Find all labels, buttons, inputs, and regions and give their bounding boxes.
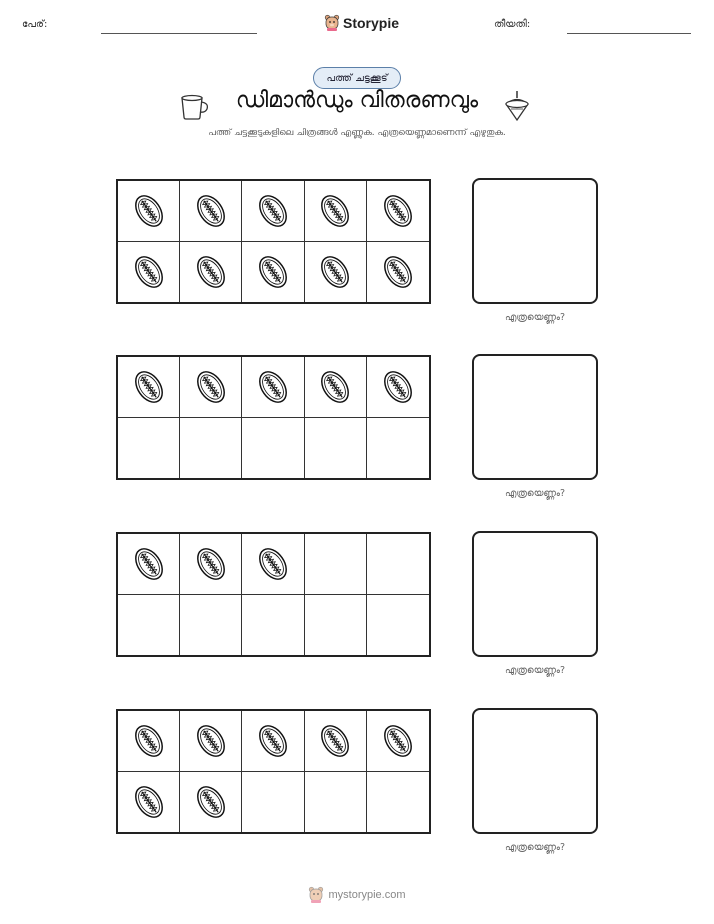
ten-frame-cell: [305, 595, 367, 656]
date-field-line[interactable]: [567, 33, 691, 34]
cowrie-shell-icon: [314, 190, 356, 232]
ten-frame-cell: [367, 595, 429, 656]
date-label: തീയതി:: [494, 19, 531, 30]
cowrie-shell-icon: [252, 543, 294, 585]
ten-frame-cell: [305, 357, 367, 418]
ten-frame-cell: [118, 242, 180, 303]
ten-frame-cell: [180, 242, 242, 303]
ten-frame-cell: [118, 711, 180, 772]
ten-frame-cell: [118, 595, 180, 656]
ten-frame-cell: [118, 418, 180, 479]
cowrie-shell-icon: [377, 366, 419, 408]
cowrie-shell-icon: [128, 720, 170, 762]
ten-frame-cell: [180, 181, 242, 242]
ten-frame-cell: [367, 711, 429, 772]
cowrie-shell-icon: [190, 366, 232, 408]
worksheet-type-badge: [313, 67, 401, 89]
ten-frame-cell: [242, 181, 304, 242]
ten-frame-cell: [367, 534, 429, 595]
storypie-bear-icon: [324, 14, 340, 32]
answer-box[interactable]: [472, 178, 598, 304]
ten-frame-cell: [242, 242, 304, 303]
ten-frame-cell: [242, 772, 304, 833]
ten-frame-cell: [367, 772, 429, 833]
cowrie-shell-icon: [252, 366, 294, 408]
ten-frame-cell: [305, 418, 367, 479]
cowrie-shell-icon: [190, 781, 232, 823]
cowrie-shell-icon: [314, 366, 356, 408]
ten-frame-cell: [180, 772, 242, 833]
spinning-top-icon: [502, 90, 532, 122]
page-title: ഡിമാൻഡും വിതരണവും: [235, 88, 479, 113]
cowrie-shell-icon: [377, 720, 419, 762]
ten-frame-cell: [242, 357, 304, 418]
ten-frame-cell: [118, 534, 180, 595]
cowrie-shell-icon: [190, 720, 232, 762]
answer-box[interactable]: [472, 531, 598, 657]
answer-box[interactable]: [472, 354, 598, 480]
ten-frame-cell: [180, 534, 242, 595]
badge-label: പത്ത് ചട്ടക്കൂട്: [326, 72, 388, 84]
ten-frame: [116, 709, 431, 834]
ten-frame-cell: [305, 711, 367, 772]
how-many-label: എത്രയെണ്ണം?: [504, 665, 566, 676]
cowrie-shell-icon: [128, 781, 170, 823]
how-many-label: എത്രയെണ്ണം?: [504, 488, 566, 499]
ten-frame-cell: [367, 242, 429, 303]
ten-frame-cell: [305, 534, 367, 595]
name-field-line[interactable]: [101, 33, 257, 34]
cowrie-shell-icon: [252, 190, 294, 232]
cowrie-shell-icon: [190, 190, 232, 232]
cowrie-shell-icon: [252, 720, 294, 762]
name-label: പേര്:: [22, 19, 48, 30]
ten-frame-cell: [180, 357, 242, 418]
cowrie-shell-icon: [128, 251, 170, 293]
footer: [0, 886, 714, 904]
ten-frame-cell: [118, 357, 180, 418]
cowrie-shell-icon: [314, 251, 356, 293]
ten-frame: [116, 532, 431, 657]
footer-url: mystorypie.com: [328, 889, 406, 901]
ten-frame-cell: [118, 181, 180, 242]
ten-frame-cell: [242, 711, 304, 772]
instructions: പത്ത് ചട്ടക്കൂടുകളിലെ ചിത്രങ്ങൾ എണ്ണുക. എത്രയെണ്ണമാണെന്ന് എഴുതുക.: [208, 128, 506, 138]
ten-frame-cell: [180, 418, 242, 479]
ten-frame: [116, 179, 431, 304]
ten-frame-cell: [305, 242, 367, 303]
cowrie-shell-icon: [128, 190, 170, 232]
ten-frame-cell: [305, 181, 367, 242]
cowrie-shell-icon: [252, 251, 294, 293]
ten-frame-cell: [367, 357, 429, 418]
ten-frame-cell: [367, 181, 429, 242]
answer-box[interactable]: [472, 708, 598, 834]
ten-frame-cell: [180, 595, 242, 656]
ten-frame-cell: [118, 772, 180, 833]
how-many-label: എത്രയെണ്ണം?: [504, 842, 566, 853]
cowrie-shell-icon: [377, 190, 419, 232]
ten-frame: [116, 355, 431, 480]
ten-frame-cell: [242, 534, 304, 595]
cowrie-shell-icon: [190, 251, 232, 293]
ten-frame-cell: [180, 711, 242, 772]
how-many-label: എത്രയെണ്ണം?: [504, 312, 566, 323]
cowrie-shell-icon: [128, 366, 170, 408]
cowrie-shell-icon: [128, 543, 170, 585]
brand-name: Storypie: [343, 15, 400, 31]
storypie-bear-icon: [308, 886, 324, 904]
cowrie-shell-icon: [377, 251, 419, 293]
cowrie-shell-icon: [190, 543, 232, 585]
ten-frame-cell: [242, 418, 304, 479]
cowrie-shell-icon: [314, 720, 356, 762]
brand-logo: [324, 12, 399, 34]
ten-frame-cell: [242, 595, 304, 656]
ten-frame-cell: [367, 418, 429, 479]
ten-frame-cell: [305, 772, 367, 833]
